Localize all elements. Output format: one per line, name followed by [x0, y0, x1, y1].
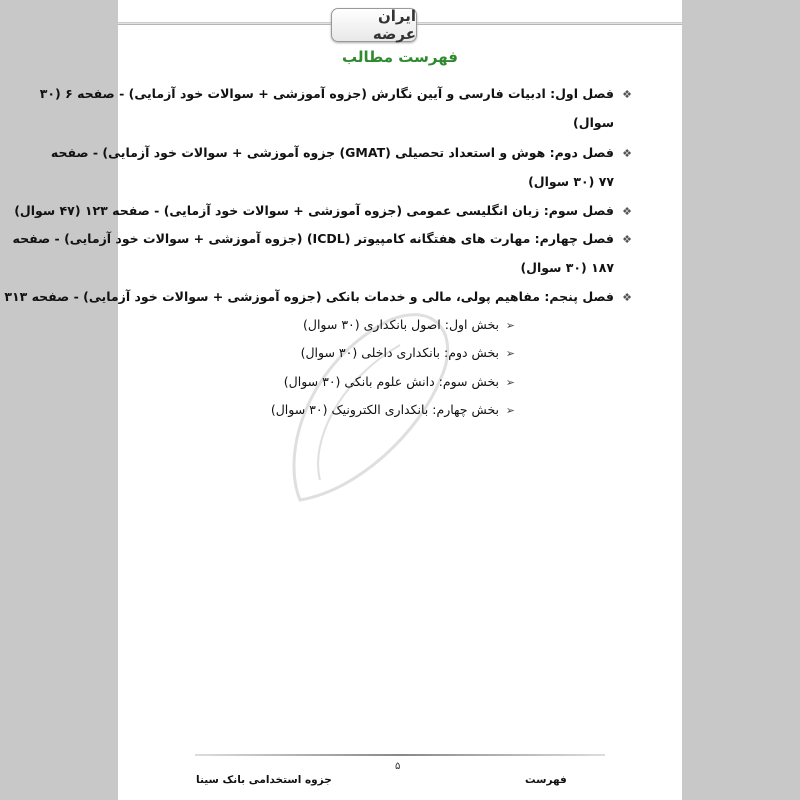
page-number: ۵ [395, 761, 401, 772]
diamond-bullet-icon: ❖ [622, 147, 632, 160]
toc-section-1[interactable]: ➢بخش اول: اصول بانکداری (۳۰ سوال) [303, 317, 515, 332]
arrow-bullet-icon: ➢ [505, 404, 515, 417]
diamond-bullet-icon: ❖ [622, 233, 632, 246]
footer-book-title: جزوه استخدامی بانک سینا [196, 774, 332, 786]
diamond-bullet-icon: ❖ [622, 205, 632, 218]
toc-section-3[interactable]: ➢بخش سوم: دانش علوم بانکی (۳۰ سوال) [283, 374, 515, 389]
toc-section-2[interactable]: ➢بخش دوم: بانکداری داخلی (۳۰ سوال) [300, 345, 515, 360]
toc-chapter-2-cont: ۷۷ (۳۰ سوال) [528, 174, 614, 189]
footer-section-title: فهرست [525, 774, 567, 786]
toc-chapter-2[interactable]: ❖فصل دوم: هوش و استعداد تحصیلی (GMAT) جزوه آموزشی + سوالات خود آزمایی) - صفحه [50, 145, 632, 160]
header-rule-right [415, 22, 682, 25]
diamond-bullet-icon: ❖ [622, 291, 632, 304]
toc-section-4[interactable]: ➢بخش چهارم: بانکداری الکترونیک (۳۰ سوال) [270, 402, 515, 417]
logo: ایران عرضه [331, 8, 417, 42]
toc-chapter-4-cont: ۱۸۷ (۳۰ سوال) [520, 260, 614, 275]
toc-chapter-1[interactable]: ❖فصل اول: ادبیات فارسی و آیین نگارش (جزوه آموزشی + سوالات خود آزمایی) - صفحه ۶ (۳۰ [39, 86, 632, 101]
toc-chapter-3[interactable]: ❖فصل سوم: زبان انگلیسی عمومی (جزوه آموزشی + سوالات خود آزمایی) - صفحه ۱۲۳ (۴۷ سوال) [14, 203, 632, 218]
arrow-bullet-icon: ➢ [505, 319, 515, 332]
arrow-bullet-icon: ➢ [505, 347, 515, 360]
footer-rule [195, 754, 605, 756]
toc-title: فهرست مطالب [342, 48, 458, 66]
toc-chapter-1-cont: سوال) [573, 115, 614, 130]
toc-chapter-4[interactable]: ❖فصل چهارم: مهارت های هفتگانه کامپیوتر (ICDL) (جزوه آموزشی + سوالات خود آزمایی) - صفحه [12, 231, 632, 246]
toc-chapter-5[interactable]: ❖فصل پنجم: مفاهیم پولی، مالی و خدمات بانکی (جزوه آموزشی + سوالات خود آزمایی) - صفحه ۳۱۳ [4, 289, 632, 304]
arrow-bullet-icon: ➢ [505, 376, 515, 389]
header-rule-left [118, 22, 331, 25]
diamond-bullet-icon: ❖ [622, 88, 632, 101]
